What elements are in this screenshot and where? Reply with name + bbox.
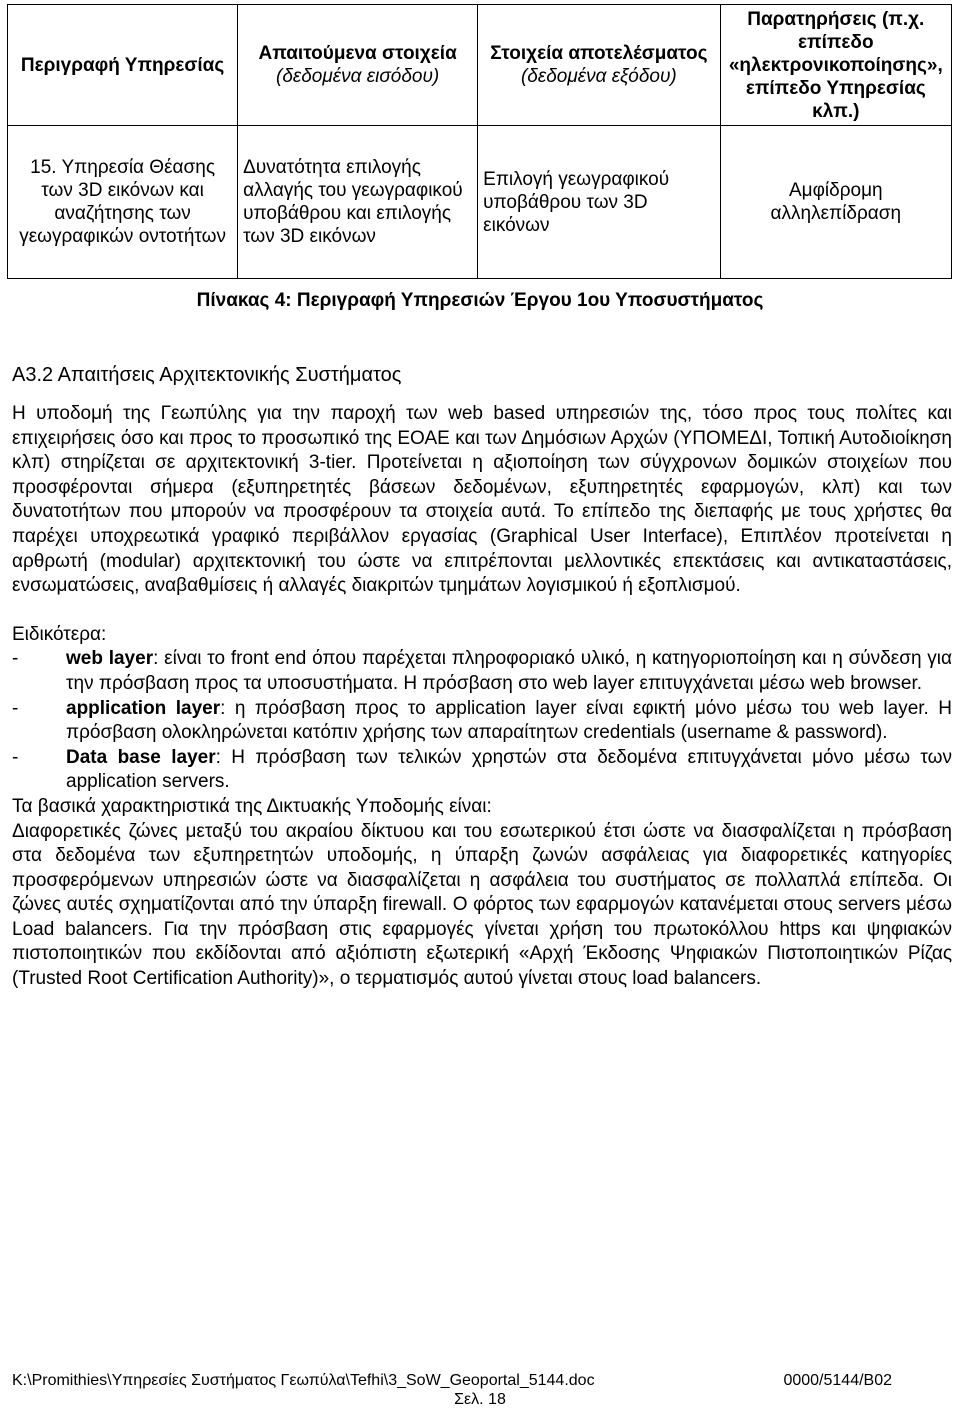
table-caption: Πίνακας 4: Περιγραφή Υπηρεσιών Έργου 1ου Υποσυστήματος <box>196 290 764 311</box>
specifically-label: Ειδικότερα: <box>12 623 107 645</box>
bullet-dash: - <box>12 697 19 719</box>
section-content <box>12 402 952 992</box>
header-description: Περιγραφή Υπηρεσίας <box>8 5 238 126</box>
list-item-term: web layer <box>66 648 154 670</box>
footer-page-number: Σελ. 18 <box>454 1391 506 1408</box>
services-table <box>7 4 952 279</box>
table-row <box>8 126 952 279</box>
cell-notes: Αμφίδρομη αλληλεπίδραση <box>720 126 951 279</box>
cell-output: Επιλογή γεωγραφικού υποβάθρου των 3D εικόνων <box>478 126 720 279</box>
table-header-row <box>8 5 952 126</box>
cell-input: Δυνατότητα επιλογής αλλαγής του γεωγραφικού υποβάθρου και επιλογής των 3D εικόνων <box>238 126 478 279</box>
footer-file-path: K:\Promithies\Υπηρεσίες Συστήματος Γεωπύλα\Tefhi\3_SoW_Geoportal_5144.doc <box>12 1372 595 1389</box>
cell-description: 15. Υπηρεσία Θέασης των 3D εικόνων και αναζήτησης των γεωγραφικών οντοτήτων <box>8 126 238 279</box>
header-input: Απαιτούμενα στοιχεία (δεδομένα εισόδου) <box>238 5 478 126</box>
list-item-term: Data base layer <box>66 746 216 768</box>
section-title: Α3.2 Απαιτήσεις Αρχιτεκτονικής Συστήματος <box>12 364 402 386</box>
spacer <box>12 599 952 623</box>
bullet-dash: - <box>12 648 19 670</box>
header-output: Στοιχεία αποτελέσματος (δεδομένα εξόδου) <box>478 5 720 126</box>
header-notes: Παρατηρήσεις (π.χ. επίπεδο «ηλεκτρονικοποίησης», επίπεδο Υπηρεσίας κλπ.) <box>720 5 951 126</box>
list-item-term: application layer <box>66 697 221 719</box>
list-item <box>12 697 952 746</box>
list-item-text: : είναι το front end όπου παρέχεται πληροφοριακό υλικό, η κατηγοριοποίηση και η σύνδεση για την πρόσβαση προς τα υποσυστήματα. Η πρόσβαση στο web layer επιτυγχάνεται μέσω web browser. <box>66 648 952 694</box>
bullet-dash: - <box>12 746 19 768</box>
list-item-text: : Η πρόσβαση των τελικών χρηστών στα δεδομένα επιτυγχάνεται μόνο μέσω των application servers. <box>66 746 953 793</box>
list-item-text: : η πρόσβαση προς το application layer είναι εφικτή μόνο μέσω του web layer. Η πρόσβαση ολοκληρώνεται κατόπιν χρήσης των απαραίτητων credentials (username & password). <box>66 697 952 744</box>
paragraph-network: Διαφορετικές ζώνες μεταξύ του ακραίου δίκτυου και του εσωτερικού έτσι ώστε να διασφαλίζεται η πρόσβαση στα δεδομένα των εξυπηρετητών υποδομής, η ύπαρξη ζωνών ασφάλειας για διαφορετικές κατηγορίες προσφερόμενων υπηρεσιών ώστε να διασφαλίζεται η ασφάλεια του συστήματος σε πολλαπλά επίπεδα. Οι ζώνες αυτές σχηματίζονται από την ύπαρξη firewall. Ο φόρτος των εφαρμογών κατανέμεται στους servers μέσω Load balancers. Για την πρόσβαση στις εφαρμογές γίνεται χρήση του πρωτοκόλλου https και ψηφιακών πιστοποιητικών που εκδίδονται από αξιόπιστη εξωτερική «Αρχή Έκδοσης Ψηφιακών Πιστοποιητικών Ρίζας (Trusted Root Certification Authority)», ο τερματισμός αυτού γίνεται στους load balancers. <box>12 820 952 990</box>
network-intro: Τα βασικά χαρακτηριστικά της Δικτυακής Υποδομής είναι: <box>12 795 492 817</box>
list-item <box>12 647 952 696</box>
footer-doc-code: 0000/5144/B02 <box>783 1372 892 1389</box>
paragraph-architecture: Η υποδομή της Γεωπύλης για την παροχή των web based υπηρεσιών της, τόσο προς τους πολίτες και επιχειρήσεις όσο και προς το προσωπικό της ΕΟΑΕ και των Δημόσιων Αρχών (ΥΠΟΜΕΔΙ, Τοπική Αυτοδιοίκηση κλπ) στηρίζεται σε αρχιτεκτονική 3-tier. Προτείνεται η αξιοποίηση των σύγχρονων δομικών στοιχείων που προσφέρονται σήμερα (εξυπηρετητές βάσεων δεδομένων, εξυπηρετητές εφαρμογών, κλπ) και των δυνατοτήτων που μπορούν να προσφέρουν τα στοιχεία αυτά. Το επίπεδο της διεπαφής με τους χρήστες θα παρέχει υποχρεωτικά γραφικό περιβάλλον εργασίας (Graphical User Interface), Επιπλέον προτείνεται η αρθρωτή (modular) αρχιτεκτονική του ώστε να επιτρέπονται μελλοντικές επεκτάσεις και αντικαταστάσεις, ενσωματώσεις, αναβαθμίσεις ή αλλαγές διακριτών τμημάτων λογισμικού ή εξοπλισμού. <box>12 403 952 597</box>
list-item <box>12 746 952 795</box>
